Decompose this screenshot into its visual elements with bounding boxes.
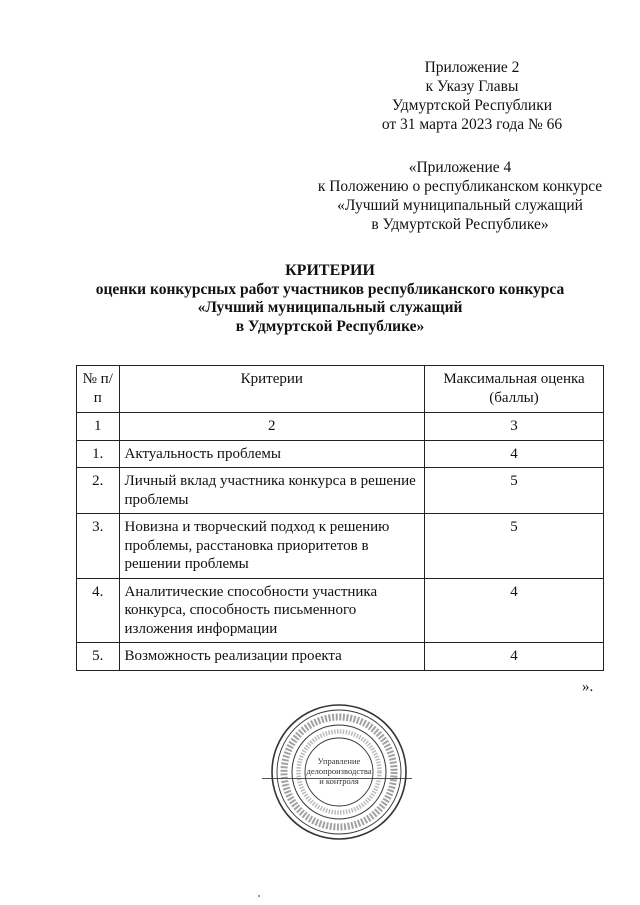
table-row bbox=[77, 468, 604, 514]
row-criteria: Актуальность проблемы bbox=[119, 440, 425, 468]
row-criteria: Аналитические способности участника конкурса, способность письменного изложения информации bbox=[119, 578, 425, 643]
stamp-center-line: и контроля bbox=[319, 776, 359, 786]
appendix-4-line: в Удмуртской Республике» bbox=[371, 216, 549, 233]
index-cell: 2 bbox=[119, 413, 425, 441]
table-row bbox=[77, 514, 604, 579]
row-criteria: Новизна и творческий подход к решению проблемы, расстановка приоритетов в решении проблемы bbox=[119, 514, 425, 579]
appendix-2-line: Приложение 2 bbox=[424, 59, 520, 76]
row-max-score: 4 bbox=[425, 440, 604, 468]
criteria-table bbox=[76, 365, 604, 671]
appendix-4-line: «Приложение 4 bbox=[408, 159, 512, 176]
row-num: 2. bbox=[77, 468, 120, 514]
row-num: 5. bbox=[77, 643, 120, 671]
official-seal-icon bbox=[270, 703, 408, 841]
title-heading: КРИТЕРИИ bbox=[285, 262, 375, 279]
row-max-score: 5 bbox=[425, 468, 604, 514]
appendix-2-line: к Указу Главы bbox=[425, 78, 519, 95]
table-row bbox=[77, 440, 604, 468]
appendix-2-header bbox=[332, 58, 612, 134]
appendix-4-line: к Положению о республиканском конкурсе bbox=[317, 178, 603, 195]
title-line: оценки конкурсных работ участников республиканского конкурса bbox=[95, 280, 565, 298]
row-num: 1. bbox=[77, 440, 120, 468]
document-title bbox=[60, 262, 600, 336]
row-max-score: 4 bbox=[425, 643, 604, 671]
header-max-score: Максимальная оценка (баллы) bbox=[425, 366, 604, 413]
stamp-center-line: Управление bbox=[317, 756, 361, 766]
index-cell: 1 bbox=[77, 413, 120, 441]
index-cell: 3 bbox=[425, 413, 604, 441]
row-max-score: 4 bbox=[425, 578, 604, 643]
scan-speck bbox=[258, 895, 260, 897]
table-row bbox=[77, 578, 604, 643]
row-criteria: Возможность реализации проекта bbox=[119, 643, 425, 671]
table-row bbox=[77, 643, 604, 671]
header-criteria: Критерии bbox=[119, 366, 425, 413]
closing-quote: ». bbox=[582, 679, 594, 695]
row-num: 4. bbox=[77, 578, 120, 643]
header-num: № п/п bbox=[77, 366, 120, 413]
row-criteria: Личный вклад участника конкурса в решение проблемы bbox=[119, 468, 425, 514]
stamp-center-line: делопроизводства bbox=[306, 766, 372, 776]
appendix-2-line: от 31 марта 2023 года № 66 bbox=[381, 116, 563, 133]
appendix-4-header bbox=[310, 158, 610, 234]
title-line: в Удмуртской Республике» bbox=[235, 317, 425, 335]
row-max-score: 5 bbox=[425, 514, 604, 579]
table-index-row bbox=[77, 413, 604, 441]
row-num: 3. bbox=[77, 514, 120, 579]
table-header-row bbox=[77, 366, 604, 413]
appendix-4-line: «Лучший муниципальный служащий bbox=[337, 197, 583, 214]
appendix-2-line: Удмуртской Республики bbox=[391, 97, 553, 114]
title-line: «Лучший муниципальный служащий bbox=[197, 299, 463, 316]
